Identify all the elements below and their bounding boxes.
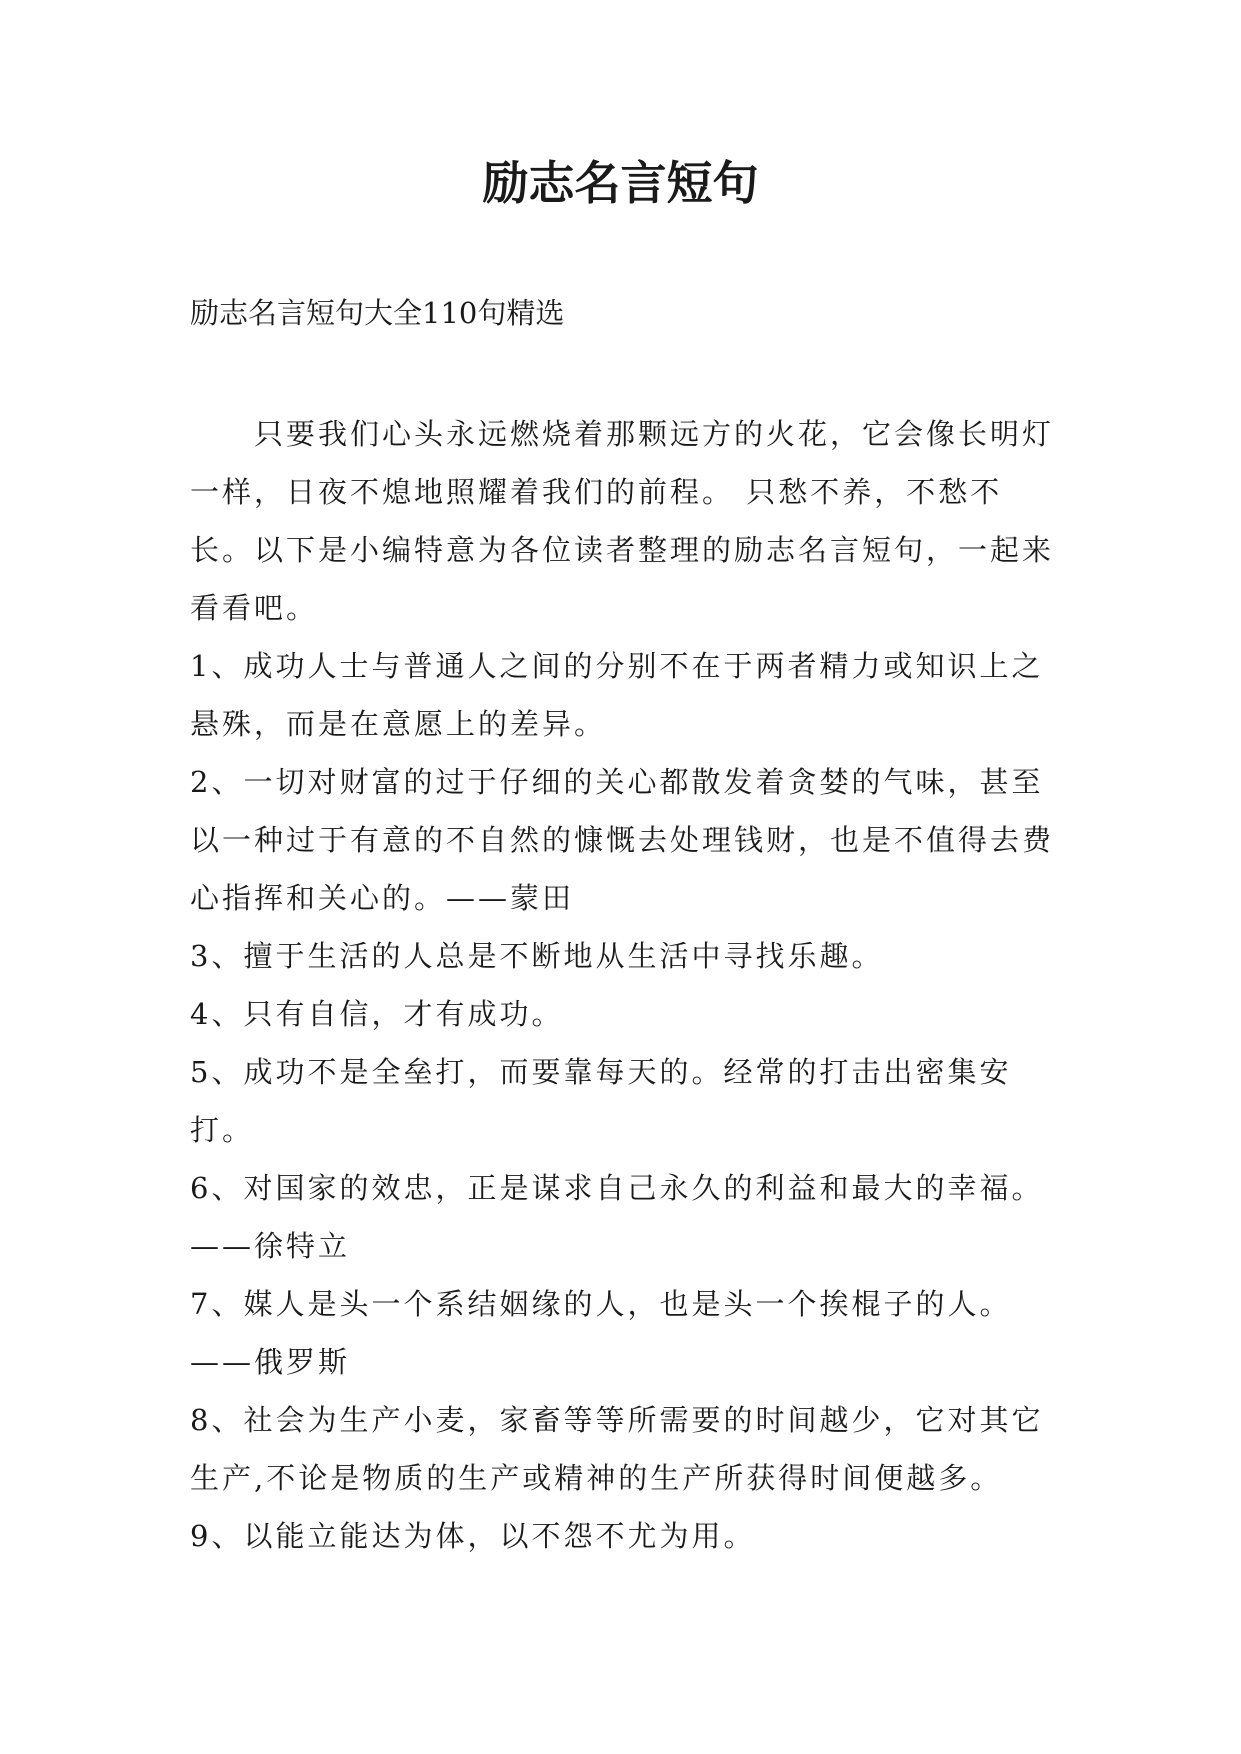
document-subtitle: 励志名言短句大全110句精选	[190, 296, 565, 330]
quote-item: 7、媒人是头一个系结姻缘的人，也是头一个挨棍子的人。——俄罗斯	[190, 1287, 1012, 1379]
quote-item: 8、社会为生产小麦，家畜等等所需要的时间越少，它对其它生产,不论是物质的生产或精神的生产所获得时间便越多。	[190, 1403, 1044, 1495]
document-body	[190, 405, 1060, 1565]
quote-item: 5、成功不是全垒打，而要靠每天的。经常的打击出密集安打。	[190, 1055, 1012, 1147]
quote-item: 1、成功人士与普通人之间的分别不在于两者精力或知识上之悬殊，而是在意愿上的差异。	[190, 649, 1044, 741]
document-title: 励志名言短句	[482, 156, 759, 210]
intro-paragraph: 只要我们心头永远燃烧着那颗远方的火花，它会像长明灯一样，日夜不熄地照耀着我们的前程。 只愁不养，不愁不长。以下是小编特意为各位读者整理的励志名言短句，一起来看看吧。	[190, 417, 1055, 625]
quote-item: 9、以能立能达为体，以不怨不尤为用。	[190, 1519, 756, 1553]
quote-item: 2、一切对财富的过于仔细的关心都散发着贪婪的气味，甚至以一种过于有意的不自然的慷慨去处理钱财，也是不值得去费心指挥和关心的。——蒙田	[190, 765, 1055, 915]
quote-item: 3、擅于生活的人总是不断地从生活中寻找乐趣。	[190, 939, 884, 973]
quote-item: 6、对国家的效忠，正是谋求自己永久的利益和最大的幸福。——徐特立	[190, 1171, 1044, 1263]
quote-item: 4、只有自信，才有成功。	[190, 997, 564, 1031]
